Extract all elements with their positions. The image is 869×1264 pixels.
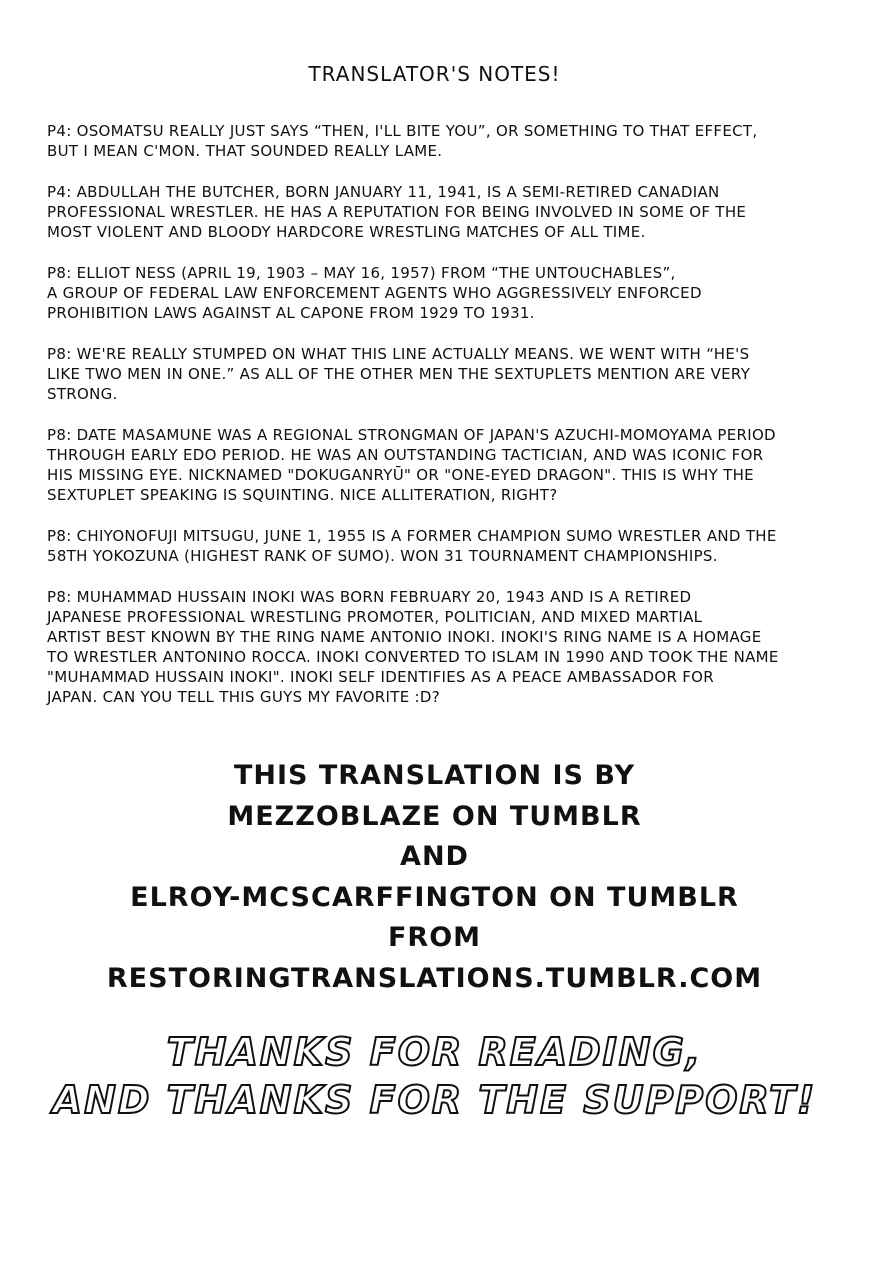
note-item [47,425,847,505]
note-item [47,263,847,323]
credits-line: ELROY-MCSCARFFINGTON ON TUMBLR [130,881,739,913]
note-line: P8: CHIYONOFUJI MITSUGU, JUNE 1, 1955 IS A FORMER CHAMPION SUMO WRESTLER AND THE [47,527,777,545]
note-line: "MUHAMMAD HUSSAIN INOKI". INOKI SELF IDENTIFIES AS A PEACE AMBASSADOR FOR [47,668,714,686]
note-line: P8: WE'RE REALLY STUMPED ON WHAT THIS LINE ACTUALLY MEANS. WE WENT WITH “HE'S [47,345,750,363]
credits-line: THIS TRANSLATION IS BY [233,760,635,791]
note-item [47,121,847,161]
note-line: HIS MISSING EYE. NICKNAMED "DOKUGANRYŪ" OR "ONE-EYED DRAGON". THIS IS WHY THE [47,466,754,484]
note-item [47,526,847,566]
thanks-line: AND THANKS FOR THE SUPPORT! [52,1078,817,1122]
note-line: 58TH YOKOZUNA (HIGHEST RANK OF SUMO). WON 31 TOURNAMENT CHAMPIONSHIPS. [47,547,718,565]
note-item [47,587,847,707]
credits-line: AND [400,841,469,872]
note-line: STRONG. [47,385,118,403]
note-line: P4: ABDULLAH THE BUTCHER, BORN JANUARY 11, 1941, IS A SEMI-RETIRED CANADIAN [47,183,720,201]
thanks-message [0,1028,869,1124]
translation-credits [0,756,869,999]
note-line: ARTIST BEST KNOWN BY THE RING NAME ANTONIO INOKI. INOKI'S RING NAME IS A HOMAGE [47,628,762,646]
note-line: PROHIBITION LAWS AGAINST AL CAPONE FROM 1929 TO 1931. [47,304,535,322]
note-line: A GROUP OF FEDERAL LAW ENFORCEMENT AGENTS WHO AGGRESSIVELY ENFORCED [47,284,702,302]
note-line: PROFESSIONAL WRESTLER. HE HAS A REPUTATION FOR BEING INVOLVED IN SOME OF THE [47,203,747,221]
note-item [47,182,847,242]
note-line: JAPAN. CAN YOU TELL THIS GUYS MY FAVORITE :D? [47,688,441,706]
note-line: THROUGH EARLY EDO PERIOD. HE WAS AN OUTSTANDING TACTICIAN, AND WAS ICONIC FOR [47,446,764,464]
note-line: SEXTUPLET SPEAKING IS SQUINTING. NICE ALLITERATION, RIGHT? [47,486,558,504]
thanks-line: THANKS FOR READING, [166,1030,703,1074]
note-item [47,344,847,404]
note-line: P4: OSOMATSU REALLY JUST SAYS “THEN, I'LL BITE YOU”, OR SOMETHING TO THAT EFFECT, [47,122,758,140]
notes-list [47,121,847,728]
note-line: P8: DATE MASAMUNE WAS A REGIONAL STRONGMAN OF JAPAN'S AZUCHI-MOMOYAMA PERIOD [47,426,776,444]
credits-line: RESTORINGTRANSLATIONS.TUMBLR.COM [106,962,763,994]
note-line: LIKE TWO MEN IN ONE.” AS ALL OF THE OTHER MEN THE SEXTUPLETS MENTION ARE VERY [47,365,751,383]
note-line: TO WRESTLER ANTONINO ROCCA. INOKI CONVERTED TO ISLAM IN 1990 AND TOOK THE NAME [47,648,779,666]
note-line: BUT I MEAN C'MON. THAT SOUNDED REALLY LAME. [47,142,443,160]
note-line: P8: ELLIOT NESS (APRIL 19, 1903 – MAY 16, 1957) FROM “THE UNTOUCHABLES”, [47,264,676,282]
note-line: P8: MUHAMMAD HUSSAIN INOKI WAS BORN FEBRUARY 20, 1943 AND IS A RETIRED [47,588,692,606]
page-title: TRANSLATOR'S NOTES! [308,62,561,86]
note-line: MOST VIOLENT AND BLOODY HARDCORE WRESTLING MATCHES OF ALL TIME. [47,223,646,241]
note-line: JAPANESE PROFESSIONAL WRESTLING PROMOTER, POLITICIAN, AND MIXED MARTIAL [47,608,703,626]
credits-line: FROM [387,922,482,953]
credits-line: MEZZOBLAZE ON TUMBLR [227,800,642,832]
